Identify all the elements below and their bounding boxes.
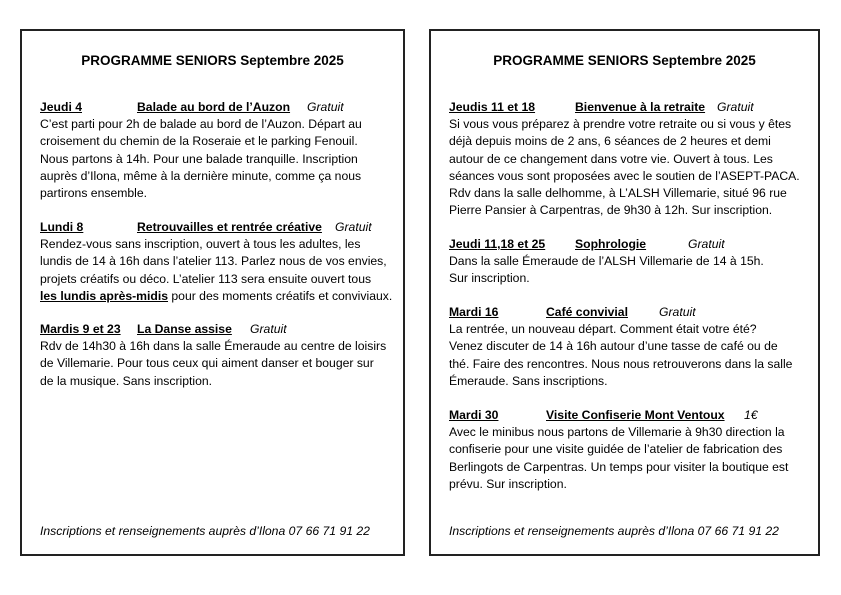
event-retraite bbox=[449, 99, 810, 219]
event-description bbox=[449, 116, 810, 219]
event-price: Gratuit bbox=[717, 100, 754, 114]
description-line: confiserie pour une visite guidée de l’atelier de fabrication des bbox=[449, 442, 783, 457]
description-line: auprès d’Ilona, même à la dernière minute, comme ça nous bbox=[40, 168, 362, 183]
event-price: Gratuit bbox=[307, 100, 344, 114]
event-date: Lundi 8 bbox=[40, 220, 84, 234]
event-date: Mardi 16 bbox=[449, 305, 499, 319]
event-header bbox=[449, 99, 810, 116]
description-line: croisement du chemin de la Roseraie et le parking Fenouil. bbox=[40, 134, 358, 149]
event-date: Mardi 30 bbox=[449, 408, 499, 422]
description-line: autour de ce changement dans votre vie. Ouvert à tous. Les bbox=[449, 151, 773, 166]
description-line bbox=[40, 288, 395, 305]
description-line: thé. Faire des rencontres. Nous nous retrouverons dans la salle bbox=[449, 356, 793, 371]
event-name: Visite Confiserie Mont Ventoux bbox=[546, 408, 725, 422]
description-line: Berlingots de Carpentras. Un temps pour visiter la boutique est bbox=[449, 459, 789, 474]
event-price: Gratuit bbox=[688, 237, 725, 251]
event-date: Jeudi 4 bbox=[40, 100, 82, 114]
event-price: Gratuit bbox=[335, 220, 372, 234]
description-line: Venez discuter de 14 à 16h autour d’une tasse de café ou de bbox=[449, 339, 778, 354]
event-description bbox=[40, 116, 395, 202]
description-line: Avec le minibus nous partons de Villemarie à 9h30 direction la bbox=[449, 425, 785, 440]
event-price: Gratuit bbox=[250, 322, 287, 336]
event-date: Jeudis 11 et 18 bbox=[449, 100, 536, 114]
emphasized-text: les lundis après-midis bbox=[40, 288, 169, 303]
event-price: Gratuit bbox=[659, 305, 696, 319]
event-header bbox=[449, 407, 810, 424]
event-description bbox=[40, 236, 395, 305]
event-retrouvailles bbox=[40, 219, 395, 305]
description-line: Nous partons à 14h. Pour une balade tranquille. Inscription bbox=[40, 151, 358, 166]
description-line: Rendez-vous sans inscription, ouvert à tous les adultes, les bbox=[40, 237, 361, 252]
description-line: Dans la salle Émeraude de l’ALSH Villemarie de 14 à 15h. bbox=[449, 254, 764, 269]
event-confiserie bbox=[449, 407, 810, 493]
event-header bbox=[449, 236, 810, 253]
description-line: de la musique. Sans inscription. bbox=[40, 373, 213, 388]
description-line: séances vous sont proposées avec le soutien de l’ASEPT-PACA. bbox=[449, 168, 800, 183]
program-title: PROGRAMME SENIORS Septembre 2025 bbox=[493, 53, 756, 68]
event-description bbox=[449, 253, 810, 287]
event-name: Balade au bord de l’Auzon bbox=[137, 100, 291, 114]
description-line: déjà depuis moins de 2 ans, 6 séances de 2 heures et demi bbox=[449, 134, 771, 149]
description-line: Rdv dans la salle delhomme, à L’ALSH Villemarie, situé 96 rue bbox=[449, 186, 787, 201]
event-price: 1€ bbox=[744, 408, 758, 422]
event-name: La Danse assise bbox=[137, 322, 232, 336]
event-name: Café convivial bbox=[546, 305, 628, 319]
event-name: Sophrologie bbox=[575, 237, 647, 251]
description-line: projets créatifs ou déco. L’atelier 113 sera ensuite ouvert tous bbox=[40, 271, 372, 286]
event-date: Jeudi 11,18 et 25 bbox=[449, 237, 546, 251]
description-line: La rentrée, un nouveau départ. Comment était votre été? bbox=[449, 322, 757, 337]
event-name: Bienvenue à la retraite bbox=[575, 100, 706, 114]
description-text: pour des moments créatifs et conviviaux. bbox=[168, 288, 393, 303]
program-title: PROGRAMME SENIORS Septembre 2025 bbox=[81, 53, 344, 68]
description-line: Sur inscription. bbox=[449, 271, 530, 286]
event-date: Mardis 9 et 23 bbox=[40, 322, 121, 336]
description-line: Pierre Pansier à Carpentras, de 9h30 à 12h. Sur inscription. bbox=[449, 203, 773, 218]
event-description bbox=[449, 424, 810, 493]
event-name: Retrouvailles et rentrée créative bbox=[137, 220, 322, 234]
event-header bbox=[449, 304, 810, 321]
contact-footer: Inscriptions et renseignements auprès d’Ilona 07 66 71 91 22 bbox=[40, 524, 370, 538]
event-danse bbox=[40, 321, 395, 390]
right-program-panel bbox=[429, 29, 820, 556]
description-line: de Villemarie. Pour tous ceux qui aiment danser et bouger sur bbox=[40, 356, 374, 371]
description-line: prévu. Sur inscription. bbox=[449, 476, 567, 491]
description-line: Émeraude. Sans inscriptions. bbox=[449, 373, 608, 388]
left-program-panel bbox=[20, 29, 405, 556]
description-line: Si vous vous préparez à prendre votre retraite ou si vous y êtes bbox=[449, 117, 792, 132]
event-header bbox=[40, 99, 395, 116]
event-description bbox=[449, 321, 810, 390]
event-sophrologie bbox=[449, 236, 810, 288]
contact-footer: Inscriptions et renseignements auprès d’Ilona 07 66 71 91 22 bbox=[449, 524, 779, 538]
event-balade bbox=[40, 99, 395, 202]
event-description bbox=[40, 338, 395, 390]
event-header bbox=[40, 321, 395, 338]
event-cafe bbox=[449, 304, 810, 390]
description-line: C’est parti pour 2h de balade au bord de l’Auzon. Départ au bbox=[40, 117, 362, 132]
description-line: partirons ensemble. bbox=[40, 186, 148, 201]
description-line: lundis de 14 à 16h dans l’atelier 113. Parlez nous de vos envies, bbox=[40, 254, 387, 269]
event-header bbox=[40, 219, 395, 236]
description-line: Rdv de 14h30 à 16h dans la salle Émeraude au centre de loisirs bbox=[40, 339, 387, 354]
